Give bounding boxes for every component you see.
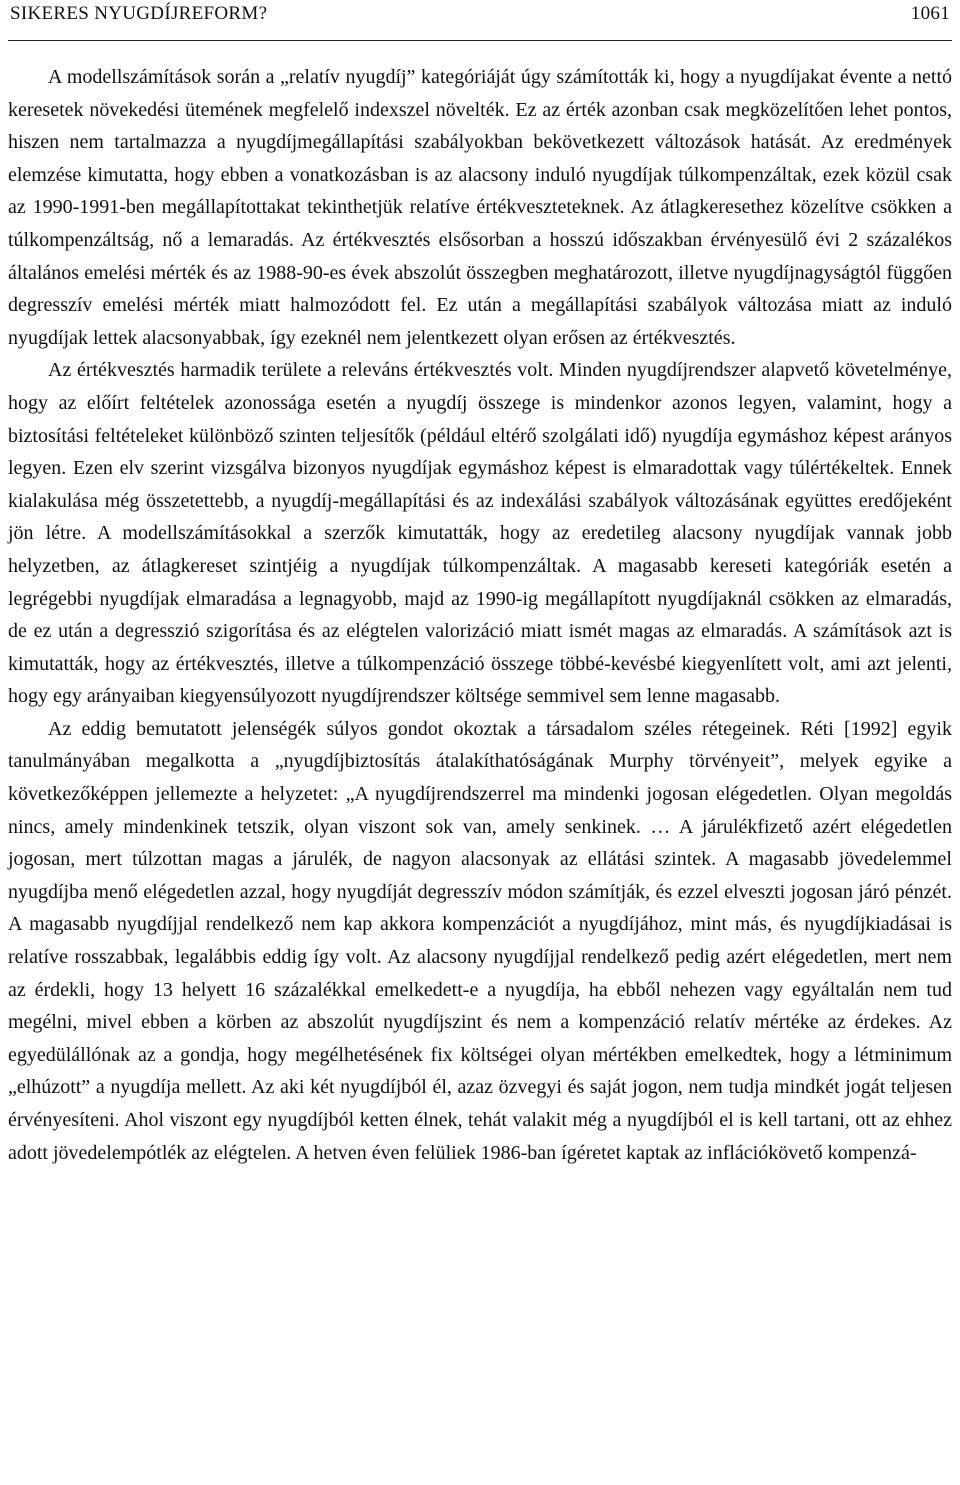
running-title: SIKERES NYUGDÍJREFORM? [10,3,268,24]
paragraph: Az eddig bemutatott jelenségék súlyos gondot okoztak a társadalom széles rétegeinek. Réti [1992] egyik tanulmányában megalkotta a „nyugdíjbiztosítás átalakíthatóságának Murphy törvényeit”, melyek egyike a következőképpen jellemezte a helyzetet: „A nyugdíjrendszerrel ma mindenki jogosan elégedetlen. Olyan megoldás nincs, amely mindenkinek tetszik, olyan viszont sok van, amely senkinek. … A járulékfizető azért elégedetlen jogosan, mert túlzottan magas a járulék, de nagyon alacsonyak az ellátási szintek. A magasabb jövedelemmel nyugdíjba menő elégedetlen azzal, hogy nyugdíját degresszív módon számítják, és ezzel elveszti jogosan járó pénzét. A magasabb nyugdíjjal rendelkező nem kap akkora kompenzációt a nyugdíjához, mint más, és nyugdíjkiadásai is relatíve rosszabbak, legalábbis eddig így volt. Az alacsony nyugdíjjal rendelkező pedig azért elégedetlen, mert nem az érdekli, hogy 13 helyett 16 százalékkal emelkedett-e a nyugdíja, ha ebből nehezen vagy egyáltalán nem tud megélni, mivel ebben a körben az abszolút nyugdíjszint és nem a kompenzáció relatív mértéke az érdekes. Az egyedülállónak az a gondja, hogy megélhetésének fix költségei olyan mértékben emelkedtek, hogy a létminimum „elhúzott” a nyugdíja mellett. Az aki két nyugdíjból él, azaz özvegyi és saját jogon, nem tudja mindkét jogát teljesen érvényesíteni. Ahol viszont egy nyugdíjból ketten élnek, tehát valakit még a nyugdíjból el is kell tartani, ott az ehhez adott jövedelempótlék az elégtelen. A hetven éven felüliek 1986-ban ígéretet kaptak az inflációkövető kompenzá- [8,717,952,1164]
paragraph: Az értékvesztés harmadik területe a releváns értékvesztés volt. Minden nyugdíjrendszer alapvető követelménye, hogy az előírt feltételek azonossága esetén a nyugdíj összege is mindenkor azonos legyen, valamint, hogy a biztosítási feltételeket különböző szinten teljesítők (például eltérő szolgálati idő) nyugdíja egymáshoz képest arányos legyen. Ezen elv szerint vizsgálva bizonyos nyugdíjak egymáshoz képest is elmaradottak vagy túlértékeltek. Ennek kialakulása még összetettebb, a nyugdíj-megállapítási és az indexálási szabályok változásának együttes eredőjeként jön létre. A modellszámításokkal a szerzők kimutatták, hogy az eredetileg alacsony nyugdíjak vannak jobb helyzetben, az átlagkereset szintjéig a nyugdíjak túlkompenzáltak. A magasabb kereseti kategóriák esetén a legrégebbi nyugdíjak elmaradása a legnagyobb, majd az 1990-ig megállapított nyugdíjaknál csökken az elmaradás, de ez után a degresszió szigorítása és az elégtelen valorizáció miatt ismét magas az elmaradás. A számítások azt is kimutatták, hogy az értékvesztés, illetve a túlkompenzáció összege többé-kevésbé kiegyenlített volt, ami azt jelenti, hogy egy arányaiban kiegyensúlyozott nyugdíjrendszer költsége semmivel sem lenne magasabb. [8,359,952,708]
running-header [8,0,952,41]
body-text [8,61,952,1169]
page-number: 1061 [910,3,950,24]
document-page [8,0,952,1485]
paragraph: A modellszámítások során a „relatív nyugdíj” kategóriáját úgy számították ki, hogy a nyugdíjakat évente a nettó keresetek növekedési ütemének megfelelő indexszel növelték. Ez az érték azonban csak megközelítően lehet pontos, hiszen nem tartalmazza a nyugdíjmegállapítási szabályokban bekövetkezett változások hatását. Az eredmények elemzése kimutatta, hogy ebben a vonatkozásban is az alacsony induló nyugdíjak túlkompenzáltak, ezek közül csak az 1990-1991-ben megállapítottakat tekinthetjük relatíve értékveszteteknek. Az átlagkeresethez közelítve csökken a túlkompenzáltság, nő a lemaradás. Az értékvesztés elsősorban a hosszú időszakban érvényesülő évi 2 százalékos általános emelési mérték és az 1988-90-es évek abszolút összegben meghatározott, illetve nyugdíjnagyságtól függően degresszív emelési mérték miatt halmozódott fel. Ez után a megállapítási szabályok változása miatt az induló nyugdíjak lettek alacsonyabbak, így ezeknél nem jelentkezett olyan erősen az értékvesztés. [8,66,952,349]
